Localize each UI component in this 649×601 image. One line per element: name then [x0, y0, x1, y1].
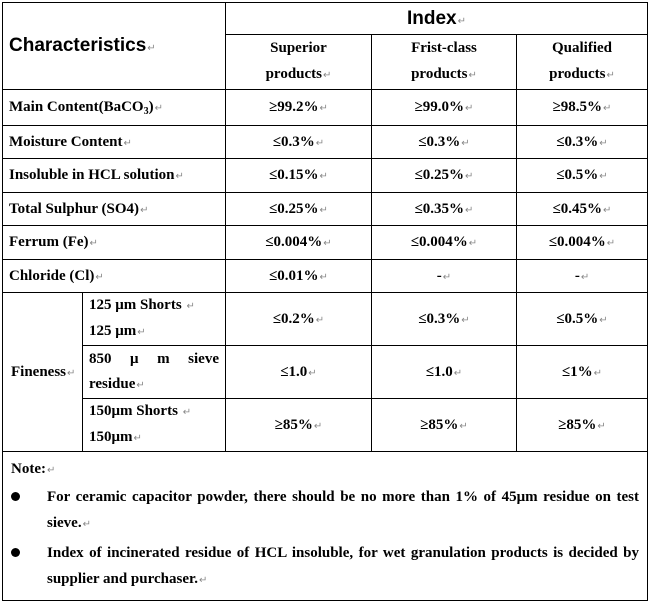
value-cell: ≤0.2%↵	[226, 293, 372, 346]
table-row	[3, 346, 648, 399]
value-cell: ≤1%↵	[517, 346, 648, 399]
index-header: Index↵	[226, 3, 648, 35]
table-row	[3, 399, 648, 452]
characteristics-header: Characteristics↵	[3, 3, 226, 90]
table-row	[3, 193, 648, 226]
value-cell: ≤0.45%↵	[517, 193, 648, 226]
value-cell: ≥85%↵	[226, 399, 372, 452]
value-cell: ≤1.0↵	[226, 346, 372, 399]
bullet-icon	[11, 540, 25, 554]
row-label-fineness: Fineness↵	[3, 293, 83, 452]
value-cell: ≤0.3%↵	[372, 126, 517, 159]
value-cell: ≥85%↵	[372, 399, 517, 452]
table-row	[3, 90, 648, 126]
value-cell: ≥99.0%↵	[372, 90, 517, 126]
fineness-sublabel: 850 μ m sieve residue↵	[83, 346, 226, 399]
value-cell: ≤0.3%↵	[372, 293, 517, 346]
value-cell: ≤0.25%↵	[372, 159, 517, 193]
value-cell: ≤0.25%↵	[226, 193, 372, 226]
spec-table	[2, 2, 648, 601]
bullet-icon	[11, 484, 25, 498]
table-row	[3, 226, 648, 260]
table-row	[3, 159, 648, 193]
value-cell: ≤0.3%↵	[517, 126, 648, 159]
value-cell: ≤0.004%↵	[226, 226, 372, 260]
row-label-total-sulphur: Total Sulphur (SO4)↵	[3, 193, 226, 226]
value-cell: ≤0.5%↵	[517, 293, 648, 346]
value-cell: ≤0.15%↵	[226, 159, 372, 193]
note-title: Note:↵	[11, 461, 56, 477]
row-label-moisture: Moisture Content↵	[3, 126, 226, 159]
grade-header-first-class: Frist-class products↵	[372, 35, 517, 90]
row-label-insoluble: Insoluble in HCL solution↵	[3, 159, 226, 193]
grade-header-superior: Superior products↵	[226, 35, 372, 90]
row-label-main-content: Main Content(BaCO$_3$)↵	[3, 90, 226, 126]
value-cell: ≤0.3%↵	[226, 126, 372, 159]
value-cell: -↵	[517, 260, 648, 293]
value-cell: -↵	[372, 260, 517, 293]
note-row	[3, 452, 648, 601]
grade-header-qualified: Qualified products↵	[517, 35, 648, 90]
value-cell: ≥99.2%↵	[226, 90, 372, 126]
table-row	[3, 293, 648, 346]
row-label-chloride: Chloride (Cl)↵	[3, 260, 226, 293]
row-label-ferrum: Ferrum (Fe)↵	[3, 226, 226, 260]
value-cell: ≥98.5%↵	[517, 90, 648, 126]
value-cell: ≥85%↵	[517, 399, 648, 452]
header-row-1	[3, 3, 648, 35]
value-cell: ≤0.5%↵	[517, 159, 648, 193]
spec-document	[2, 2, 647, 601]
value-cell: ≤0.004%↵	[372, 226, 517, 260]
note-item: Index of incinerated residue of HCL insoluble, for wet granulation products is decided by supplier and purchaser.↵	[11, 540, 639, 594]
fineness-sublabel: 150μm Shorts ↵ 150μm↵	[83, 399, 226, 452]
fineness-sublabel: 125 μm Shorts ↵ 125 μm↵	[83, 293, 226, 346]
value-cell: ≤0.004%↵	[517, 226, 648, 260]
note-cell	[3, 452, 648, 601]
table-row	[3, 126, 648, 159]
value-cell: ≤0.01%↵	[226, 260, 372, 293]
value-cell: ≤0.35%↵	[372, 193, 517, 226]
note-item: For ceramic capacitor powder, there should be no more than 1% of 45μm residue on test sieve.↵	[11, 484, 639, 538]
table-row	[3, 260, 648, 293]
value-cell: ≤1.0↵	[372, 346, 517, 399]
